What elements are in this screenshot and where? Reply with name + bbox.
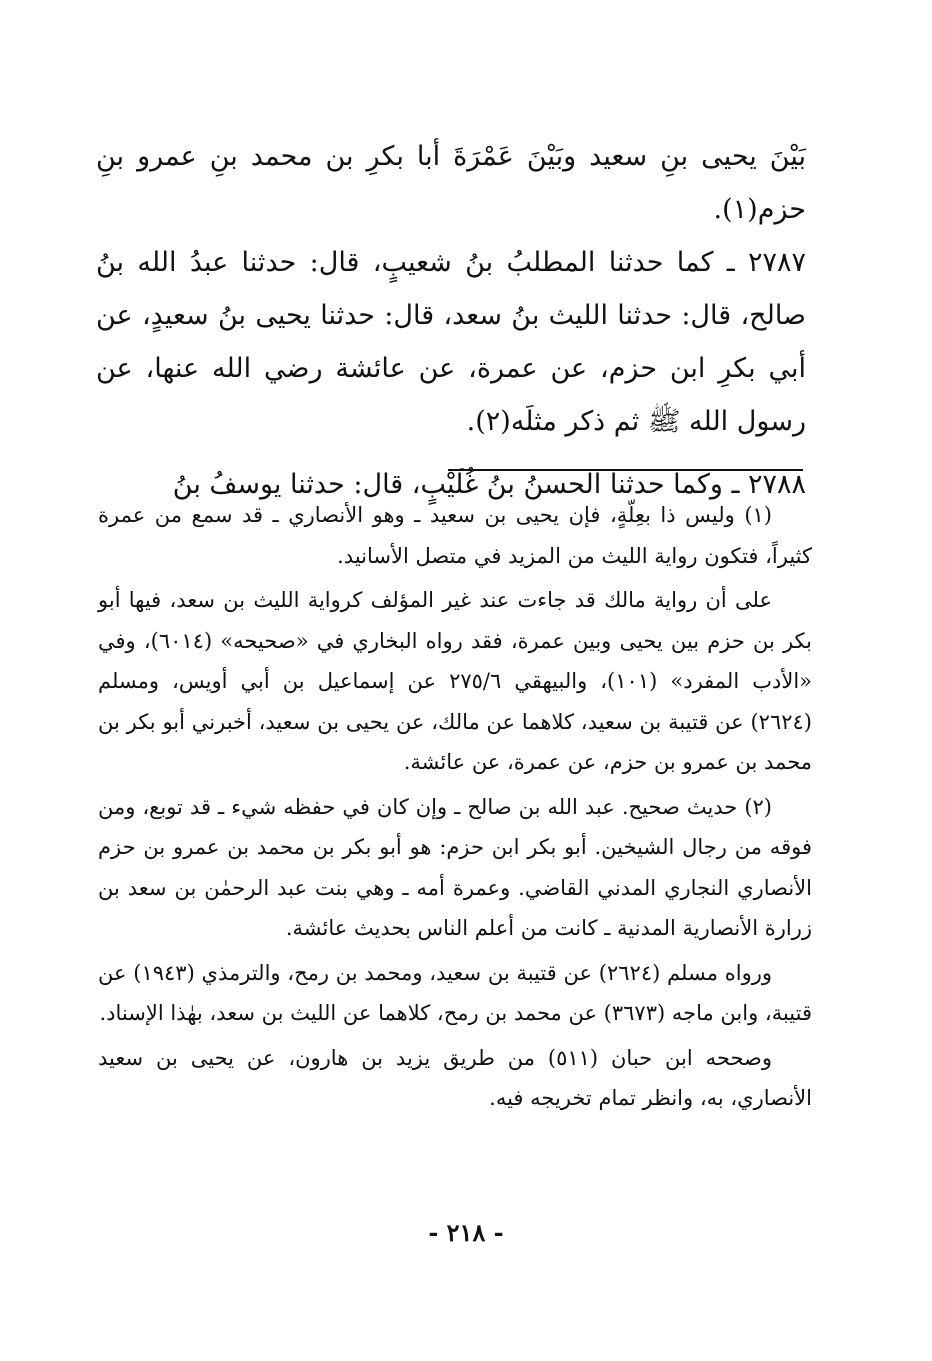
footnotes xyxy=(98,495,812,1119)
footnote-paragraph: (١) وليس ذا بعِلّةٍ، فإن يحيى بن سعيد ـ وهو الأنصاري ـ قد سمع من عمرة كثيراً، فتكون رواية الليث من المزيد في متصل الأسانيد. xyxy=(98,503,812,568)
main-text xyxy=(96,130,806,511)
footnote-paragraph: على أن رواية مالك قد جاءت عند غير المؤلف كرواية الليث بن سعد، فيها أبو بكر بن حزم بين يحيى وبين عمرة، فقد رواه البخاري في «صحيحه» (٦٠١٤)، وفي «الأدب المفرد» (١٠١)، والبيهقي ٢٧٥/٦ عن إسماعيل بن أبي أويس، ومسلم (٢٦٢٤) عن قتيبة بن سعيد، كلاهما عن مالك، عن يحيى بن سعيد، أخبرني أبو بكر بن محمد بن عمرو بن حزم، عن عمرة، عن عائشة. xyxy=(98,588,812,774)
footnote-separator xyxy=(448,469,803,471)
footnote-paragraph: وصححه ابن حبان (٥١١) من طريق يزيد بن هارون، عن يحيى بن سعيد الأنصاري، به، وانظر تمام تخريجه فيه. xyxy=(98,1045,812,1110)
main-paragraph: ٢٧٨٧ ـ كما حدثنا المطلبُ بنُ شعيبٍ، قال: حدثنا عبدُ الله بنُ صالح، قال: حدثنا الليث بنُ سعد، قال: حدثنا يحيى بنُ سعيدٍ، عن أبي بكرِ ابن حزم، عن عمرة، عن عائشة رضي الله عنها، عن رسول الله ﷺ ثم ذكر مثلَه(٢). xyxy=(96,247,806,437)
main-paragraph: بَيْنَ يحيى بنِ سعيد وبَيْنَ عَمْرَةَ أبا بكرِ بن محمد بنِ عمرو بنِ حزم(١). xyxy=(96,141,806,225)
main-paragraph: ٢٧٨٨ ـ وكما حدثنا الحسنُ بنُ غُلَيْبٍ، قال: حدثنا يوسفُ بنُ xyxy=(172,469,806,500)
page-number: - ٢١٨ - xyxy=(428,1218,504,1247)
footnote-paragraph: (٢) حديث صحيح. عبد الله بن صالح ـ وإن كان في حفظه شيء ـ قد توبع، ومن فوقه من رجال الشيخين. أبو بكر ابن حزم: هو أبو بكر بن محمد بن عمرو بن حزم الأنصاري النجاري المدني القاضي. وعمرة أمه ـ وهي بنت عبد الرحمٰن بن سعد بن زرارة الأنصارية المدنية ـ كانت من أعلم الناس بحديث عائشة. xyxy=(98,794,812,940)
footnote-paragraph: ورواه مسلم (٢٦٢٤) عن قتيبة بن سعيد، ومحمد بن رمح، والترمذي (١٩٤٣) عن قتيبة، وابن ماجه (٣٦٧٣) عن محمد بن رمح، كلاهما عن الليث بن سعد، بهٰذا الإسناد. xyxy=(98,960,812,1025)
